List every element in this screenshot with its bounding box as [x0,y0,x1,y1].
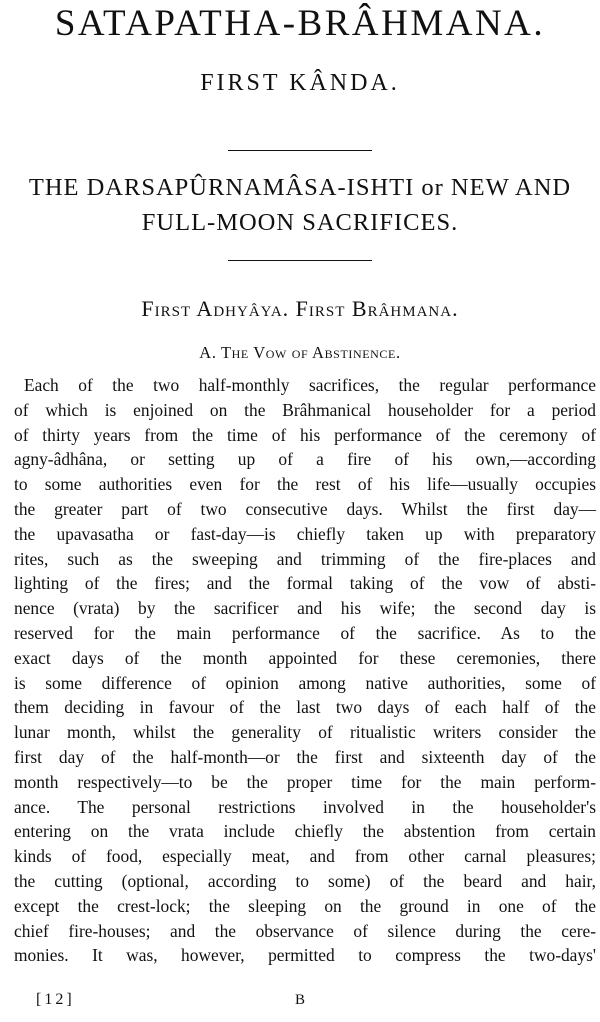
sacrifice-heading-line-2: FULL-MOON SACRIFICES. [141,209,459,236]
book-title: SATAPATHA-BRÂHMANA. [54,3,546,44]
body-line: lighting of the fires; and the formal taking of the vow of absti- [14,573,596,594]
body-line: kinds of food, especially meat, and from other carnal pleasures; [14,846,596,867]
body-line: exact days of the month appointed for these ceremonies, there [14,647,596,668]
body-line: reserved for the main performance of the sacrifice. As to the [14,622,596,643]
body-line: except the crest-lock; the sleeping on the ground in one of the [14,895,596,916]
page-number: [12] [36,991,75,1008]
body-line: the greater part of two consecutive days. Whilst the first day— [14,498,596,519]
body-line: monies. It was, however, permitted to compress the two-days' [14,945,596,966]
body-line: the upavasatha or fast-day—is chiefly taken up with preparatory [14,523,596,544]
sacrifice-heading-line-1: THE DARSAPÛRNAMÂSA-ISHTI or NEW AND [28,174,572,201]
body-line: first day of the half-month—or the first and sixteenth day of the [14,746,596,767]
sacrifice-heading [0,170,600,240]
body-line: to some authorities even for the rest of his life—usually occupies [14,474,596,495]
body-line: agny-âdhâna, or setting up of a fire of his own,—according [14,449,596,470]
body-line: the cutting (optional, according to some) of the beard and hair, [14,870,596,891]
body-line: Each of the two half-monthly sacrifices, the regular performance [24,375,596,395]
body-line: is some difference of opinion among native authorities, some of [14,672,596,693]
body-line: rites, such as the sweeping and trimming of the fire-places and [14,548,596,569]
body-line: month respectively—to be the proper time for the main perform- [14,771,596,792]
divider-rule-top [228,150,372,151]
body-line: them deciding in favour of the last two days of each half of the [14,697,596,718]
body-line: nence (vrata) by the sacrificer and his wife; the second day is [14,598,596,619]
section-subheading: A. The Vow of Abstinence. [199,343,401,362]
signature-mark: B [294,992,305,1008]
adhyaya-heading: First Adhyâya. First Brâhmana. [141,296,459,321]
body-text [14,373,596,968]
body-line: chief fire-houses; and the observance of silence during the cere- [14,920,596,941]
body-line: lunar month, whilst the generality of ritualistic writers consider the [14,722,596,743]
body-line: ance. The personal restrictions involved in the householder's [14,796,596,817]
body-line: of thirty years from the time of his performance of the ceremony of [14,424,596,445]
body-line: of which is enjoined on the Brâhmanical householder for a period [14,399,596,420]
kanda-heading: FIRST KÂNDA. [200,70,400,96]
body-line: entering on the vrata include chiefly the abstention from certain [14,821,596,842]
divider-rule-bottom [228,260,372,261]
